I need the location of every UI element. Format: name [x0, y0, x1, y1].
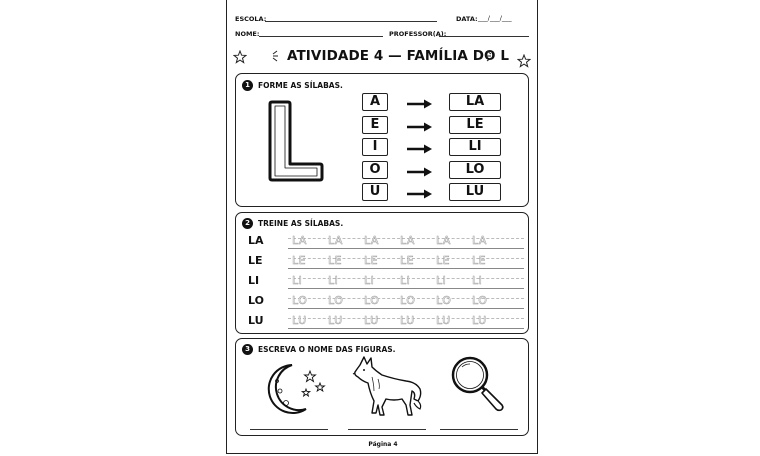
- trace-syllable: LO: [328, 294, 344, 307]
- trace-syllable: LA: [400, 234, 415, 247]
- trace-syllable: LI: [328, 274, 339, 287]
- trace-syllable: LI: [364, 274, 375, 287]
- trace-row-label: LU: [248, 314, 264, 327]
- trace-syllable: LU: [364, 314, 379, 327]
- magnifier-icon: [446, 353, 512, 419]
- trace-syllable: LE: [364, 254, 379, 267]
- trace-syllable: LU: [400, 314, 415, 327]
- arrow-right-icon: [406, 186, 434, 202]
- section-title: TREINE AS SÍLABAS.: [258, 219, 344, 228]
- trace-syllable: LA: [364, 234, 379, 247]
- section-title: ESCREVA O NOME DAS FIGURAS.: [258, 345, 396, 354]
- trace-syllable: LO: [472, 294, 488, 307]
- page-number: Página 4: [368, 441, 398, 448]
- trace-syllable: LE: [292, 254, 307, 267]
- trace-syllable: LU: [472, 314, 487, 327]
- trace-syllable: LO: [400, 294, 416, 307]
- trace-baseline[interactable]: [288, 268, 524, 269]
- trace-syllable: LE: [328, 254, 343, 267]
- trace-baseline[interactable]: [288, 288, 524, 289]
- trace-baseline[interactable]: [288, 248, 524, 249]
- school-label: ESCOLA:: [235, 15, 267, 23]
- answer-line-wolf[interactable]: [348, 429, 426, 430]
- date-label: DATA:: [456, 15, 478, 23]
- trace-row: [248, 294, 524, 310]
- trace-row: [248, 234, 524, 250]
- trace-syllable: LI: [472, 274, 483, 287]
- arrow-right-icon: [406, 96, 434, 112]
- trace-row: [248, 314, 524, 330]
- teacher-label: PROFESSOR(A):: [389, 30, 447, 38]
- worksheet-page: [226, 0, 538, 454]
- vowel-box: E: [362, 116, 388, 134]
- answer-line-magnifier[interactable]: [440, 429, 518, 430]
- trace-syllable: LO: [292, 294, 308, 307]
- trace-row-label: LI: [248, 274, 260, 287]
- section-number: 2: [242, 218, 253, 229]
- vowel-box: I: [362, 138, 388, 156]
- syllable-box: LO: [449, 161, 501, 179]
- trace-syllable: LU: [328, 314, 343, 327]
- name-field[interactable]: [259, 36, 383, 37]
- syllable-box: LU: [449, 183, 501, 201]
- syllable-box: LA: [449, 93, 501, 111]
- date-field[interactable]: ___/___/___: [478, 14, 512, 22]
- trace-syllable: LE: [436, 254, 451, 267]
- trace-syllable: LI: [400, 274, 411, 287]
- trace-syllable: LA: [472, 234, 487, 247]
- trace-syllable: LI: [292, 274, 303, 287]
- arrow-right-icon: [406, 164, 434, 180]
- trace-syllable: LA: [292, 234, 307, 247]
- trace-row-label: LO: [248, 294, 264, 307]
- big-letter-l: [266, 98, 326, 186]
- trace-syllable: LO: [436, 294, 452, 307]
- name-label: NOME:: [235, 30, 260, 38]
- trace-row-label: LA: [248, 234, 264, 247]
- vowel-box: O: [362, 161, 388, 179]
- trace-baseline[interactable]: [288, 328, 524, 329]
- vowel-box: A: [362, 93, 388, 111]
- moon-icon: [266, 359, 330, 421]
- answer-line-moon[interactable]: [250, 429, 328, 430]
- arrow-right-icon: [406, 141, 434, 157]
- section-form-syllables: [235, 73, 529, 207]
- sparkle-left-icon: [263, 48, 279, 64]
- star-icon: [233, 50, 247, 64]
- school-field[interactable]: [265, 21, 437, 22]
- trace-syllable: LO: [364, 294, 380, 307]
- wolf-icon: [352, 355, 428, 421]
- trace-syllable: LU: [292, 314, 307, 327]
- syllable-box: LE: [449, 116, 501, 134]
- sparkle-right-icon: [485, 48, 501, 64]
- page-title: ATIVIDADE 4 — FAMÍLIA DO L: [287, 48, 510, 64]
- trace-baseline[interactable]: [288, 308, 524, 309]
- trace-syllable: LI: [436, 274, 447, 287]
- trace-syllable: LA: [436, 234, 451, 247]
- trace-syllable: LA: [328, 234, 343, 247]
- trace-syllable: LU: [436, 314, 451, 327]
- section-number: 1: [242, 80, 253, 91]
- star-icon: [517, 54, 531, 68]
- section-trace-syllables: [235, 212, 529, 334]
- syllable-box: LI: [449, 138, 501, 156]
- trace-row: [248, 274, 524, 290]
- trace-syllable: LE: [400, 254, 415, 267]
- trace-row-label: LE: [248, 254, 263, 267]
- section-name-figures: [235, 338, 529, 436]
- section-title: FORME AS SÍLABAS.: [258, 81, 343, 90]
- vowel-box: U: [362, 183, 388, 201]
- section-number: 3: [242, 344, 253, 355]
- teacher-field[interactable]: [439, 36, 529, 37]
- trace-row: [248, 254, 524, 270]
- trace-syllable: LE: [472, 254, 487, 267]
- arrow-right-icon: [406, 119, 434, 135]
